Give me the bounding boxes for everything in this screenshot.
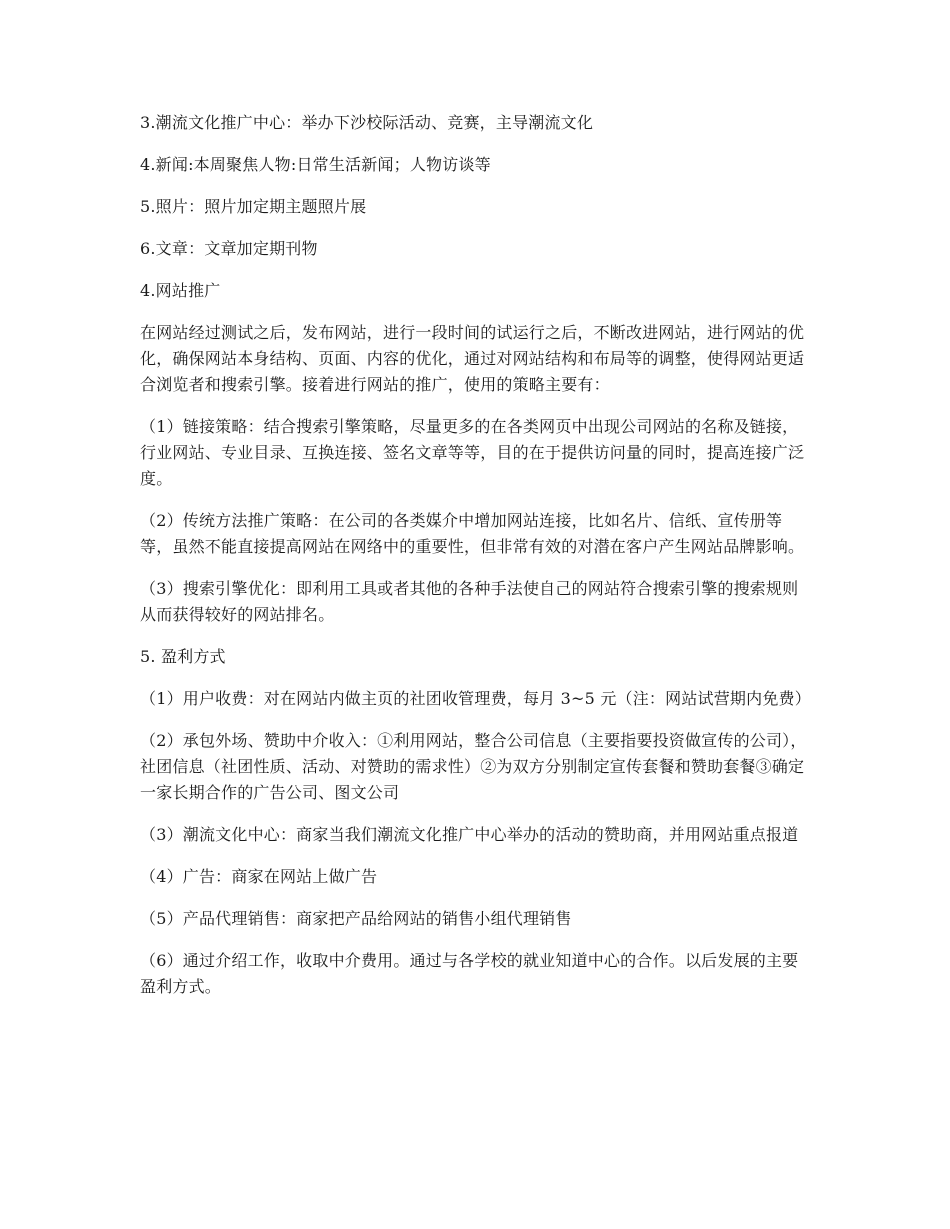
list-item-articles: 6.文章：文章加定期刊物 [140, 239, 318, 258]
paragraph-advertising: （4）广告：商家在网站上做广告 [140, 867, 378, 886]
section-heading-profit-model: 5. 盈利方式 [140, 647, 226, 666]
paragraph-traditional-strategy: （2）传统方法推广策略：在公司的各类媒介中增加网站连接，比如名片、信纸、宣传册等等，虽然不能直接提高网站在网络中的重要性，但非常有效的对潜在客户产生网站品牌影响。 [140, 511, 805, 556]
paragraph-job-referral: （6）通过介绍工作，收取中介费用。通过与各学校的就业知道中心的合作。以后发展的主要盈利方式。 [140, 951, 799, 996]
paragraph-seo: （3）搜索引擎优化：即利用工具或者其他的各种手法使自己的网站符合搜索引擎的搜索规则从而获得较好的网站排名。 [140, 579, 799, 624]
paragraph-link-strategy: （1）链接策略：结合搜索引擎策略，尽量更多的在各类网页中出现公司网站的名称及链接，行业网站、专业目录、互换连接、签名文章等等，目的在于提供访问量的同时，提高连接广泛度。 [140, 417, 805, 488]
paragraph-product-agency: （5）产品代理销售：商家把产品给网站的销售小组代理销售 [140, 909, 572, 928]
section-heading-website-promotion: 4.网站推广 [140, 281, 221, 300]
list-item-photos: 5.照片：照片加定期主题照片展 [140, 197, 367, 216]
list-item-trend-center: 3.潮流文化推广中心：举办下沙校际活动、竞赛，主导潮流文化 [140, 113, 594, 132]
document-body [140, 110, 810, 1016]
paragraph-user-fees: （1）用户收费：对在网站内做主页的社团收管理费，每月 3~5 元（注：网站试营期内免费） [140, 689, 811, 708]
list-item-news: 4.新闻:本周聚焦人物:日常生活新闻；人物访谈等 [140, 155, 491, 174]
paragraph-trend-culture-center: （3）潮流文化中心：商家当我们潮流文化推广中心举办的活动的赞助商，并用网站重点报道 [140, 825, 799, 844]
paragraph-sponsorship-income: （2）承包外场、赞助中介收入：①利用网站，整合公司信息（主要指要投资做宣传的公司），社团信息（社团性质、活动、对赞助的需求性）②为双方分别制定宣传套餐和赞助套餐③确定一家长期合作的广告公司、图文公司 [140, 731, 807, 802]
paragraph-promotion-intro: 在网站经过测试之后，发布网站，进行一段时间的试运行之后，不断改进网站，进行网站的优化，确保网站本身结构、页面、内容的优化，通过对网站结构和布局等的调整，使得网站更适合浏览者和搜索引擎。接着进行网站的推广，使用的策略主要有： [140, 323, 805, 394]
